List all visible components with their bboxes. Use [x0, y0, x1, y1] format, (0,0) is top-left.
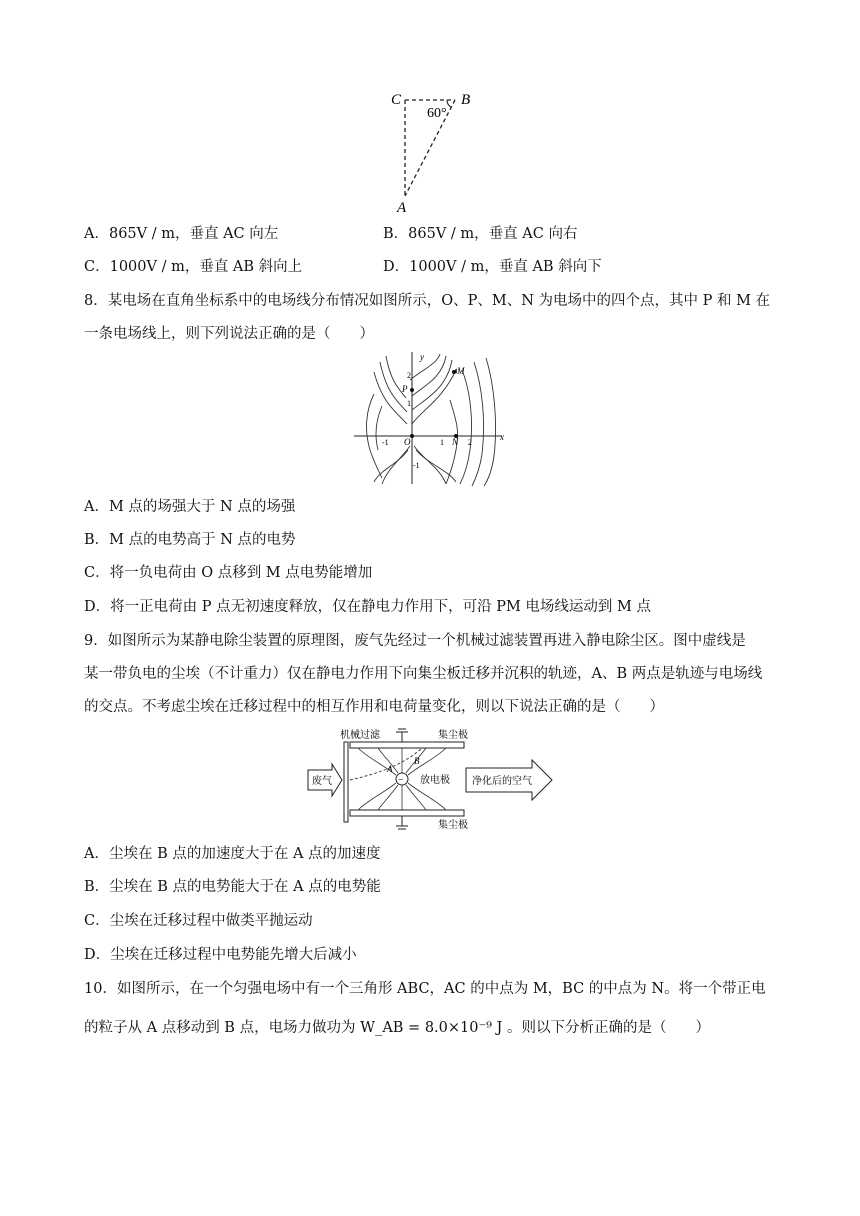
m-label: M — [457, 366, 465, 376]
bottom-collector-plate — [350, 810, 464, 816]
field-lines-figure — [352, 350, 512, 490]
label-c: C — [391, 92, 402, 108]
point-o — [410, 434, 414, 438]
tick-neg1-x: -1 — [382, 438, 389, 447]
point-p — [410, 388, 414, 392]
field-lines — [367, 354, 496, 486]
precipitator-figure — [306, 728, 556, 832]
q9-stem-line-1: 9．如图所示为某静电除尘装置的原理图，废气先经过一个机械过滤装置再进入静电除尘区。图中虚线是 — [84, 633, 746, 649]
q9-option-b: B．尘埃在 B 点的电势能大于在 A 点的电势能 — [84, 879, 381, 895]
q7-option-d: D．1000V / m，垂直 AB 斜向下 — [383, 259, 602, 275]
filter-label: 机械过滤 — [340, 730, 380, 741]
y-label: y — [420, 352, 424, 362]
q8-option-c: C．将一负电荷由 O 点移到 M 点电势能增加 — [84, 565, 373, 581]
q7-option-c: C．1000V / m，垂直 AB 斜向上 — [84, 259, 303, 275]
q10-stem-line-1: 10．如图所示，在一个匀强电场中有一个三角形 ABC，AC 的中点为 M，BC 的中点为 N。将一个带正电 — [84, 981, 766, 997]
q9-stem-line-2: 某一带负电的尘埃（不计重力）仅在静电力作用下向集尘板迁移并沉积的轨迹，A、B 两点是轨迹与电场线 — [84, 666, 763, 682]
q9-option-d: D．尘埃在迁移过程中电势能先增大后减小 — [84, 947, 357, 963]
tick-2-x: 2 — [468, 438, 472, 447]
x-label: x — [500, 432, 504, 442]
triangle-figure — [385, 86, 485, 214]
tick-2-y: 2 — [407, 371, 411, 380]
q9-option-a: A．尘埃在 B 点的加速度大于在 A 点的加速度 — [84, 846, 381, 862]
filter-plate — [344, 742, 348, 822]
q9-stem-line-3: 的交点。不考虑尘埃在迁移过程中的相互作用和电荷量变化，则以下说法正确的是（ ） — [84, 699, 664, 715]
q8-option-b: B．M 点的电势高于 N 点的电势 — [84, 532, 296, 548]
q9-option-c: C．尘埃在迁移过程中做类平抛运动 — [84, 913, 313, 929]
point-m — [452, 370, 456, 374]
top-collector-label: 集尘极 — [438, 730, 468, 741]
tick-neg1-y: -1 — [413, 461, 420, 470]
point-a-label: A — [387, 764, 393, 774]
q8-stem-line-2: 一条电场线上，则下列说法正确的是（ ） — [84, 326, 374, 342]
tick-1-x: 1 — [440, 438, 444, 447]
top-collector-plate — [350, 742, 464, 748]
label-a: A — [397, 200, 407, 214]
q7-option-a: A．865V / m，垂直 AC 向左 — [84, 226, 279, 242]
label-b: B — [461, 92, 471, 108]
n-label: N — [452, 437, 459, 447]
angle-arc — [447, 100, 451, 107]
q10-stem-line-2: 的粒子从 A 点移动到 B 点，电场力做功为 W_AB = 8.0×10⁻⁹ J 。则以下分析正确的是（ ） — [84, 1020, 710, 1036]
q8-option-d: D．将一正电荷由 P 点无初速度释放，仅在静电力作用下，可沿 PM 电场线运动到 M 点 — [84, 599, 651, 615]
gas-in-label: 废气 — [312, 776, 332, 787]
q8-option-a: A．M 点的场强大于 N 点的场强 — [84, 499, 296, 515]
angle-label: 60° — [427, 106, 447, 121]
electrode-sign: − — [398, 775, 404, 786]
discharge-label: 放电极 — [420, 775, 450, 786]
gas-out-label: 净化后的空气 — [472, 776, 532, 787]
q7-option-b: B．865V / m，垂直 AC 向右 — [383, 226, 578, 242]
tick-1-y: 1 — [407, 399, 411, 408]
q8-stem-line-1: 8．某电场在直角坐标系中的电场线分布情况如图所示，O、P、M、N 为电场中的四个点，其中 P 和 M 在 — [84, 293, 771, 309]
o-label: O — [404, 437, 411, 447]
dust-trajectory — [350, 748, 422, 780]
point-b-label: B — [414, 756, 420, 766]
p-label: P — [402, 384, 408, 394]
bottom-collector-label: 集尘极 — [438, 820, 468, 831]
